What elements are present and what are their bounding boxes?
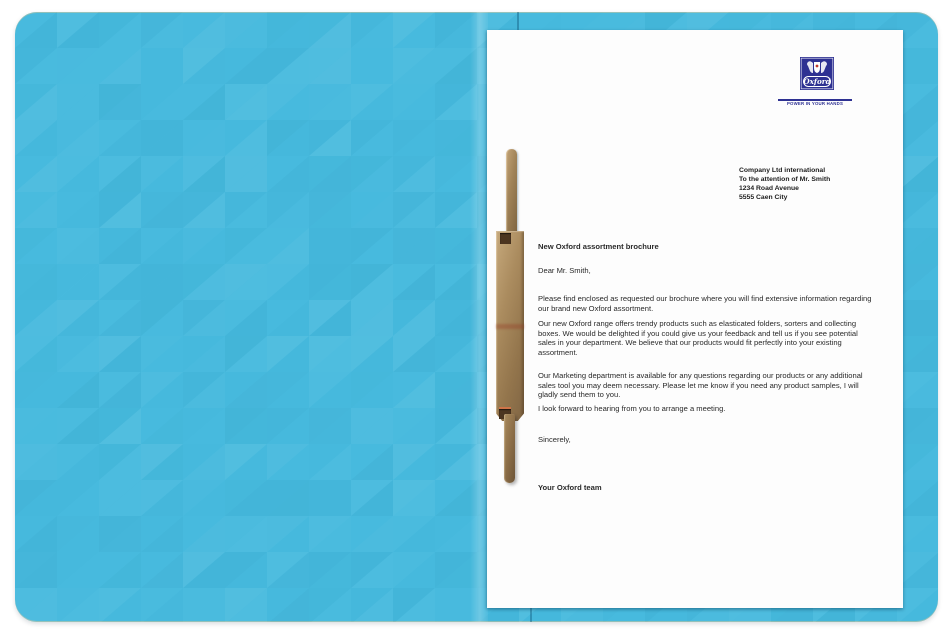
fastener-rust-streak	[496, 324, 524, 329]
fastener-bottom-prong	[504, 414, 515, 483]
logo-rule	[778, 99, 852, 101]
oxford-logo	[800, 57, 834, 90]
recipient-address	[739, 166, 830, 202]
letter-paragraph-2: Our new Oxford range offers trendy products such as elasticated folders, sorters and collecting boxes. We would be delighted if you could give us your feedback and tell us if you see potential sales in your department. We believe that our products would fit perfectly into your existing assortment.	[538, 319, 858, 357]
fastener-top-slot	[500, 233, 511, 244]
logo-tagline: POWER IN YOUR HANDS	[786, 102, 844, 107]
letter-paragraph-3: Our Marketing department is available for any questions regarding our products or any additional sales tool you may deem necessary. Please let me know if you need any product samples, I will gladly send them to you.	[538, 371, 863, 400]
recipient-line: 5555 Caen City	[739, 194, 788, 201]
recipient-line: 1234 Road Avenue	[739, 185, 799, 192]
letter-paragraph-1: Please find enclosed as requested our brochure where you will find extensive information regarding our brand new Oxford assortment.	[538, 294, 872, 313]
oxford-wordmark: Oxford	[803, 77, 831, 87]
letter-subject: New Oxford assortment brochure	[538, 242, 659, 251]
letter-closing: Sincerely,	[538, 435, 571, 444]
letter-greeting: Dear Mr. Smith,	[538, 266, 591, 275]
folder-crease-bottom	[530, 607, 532, 622]
recipient-line: To the attention of Mr. Smith	[739, 176, 831, 183]
letter-page	[487, 30, 903, 608]
letter-paragraph-4: I look forward to hearing from you to arrange a meeting.	[538, 404, 726, 413]
folder-crease-top	[517, 12, 519, 31]
folder-fold-highlight	[470, 12, 488, 622]
oxford-crest-icon	[800, 57, 834, 90]
recipient-line: Company Ltd international	[739, 167, 826, 174]
fastener-top-prong	[506, 149, 517, 235]
letter-signature: Your Oxford team	[538, 483, 602, 492]
